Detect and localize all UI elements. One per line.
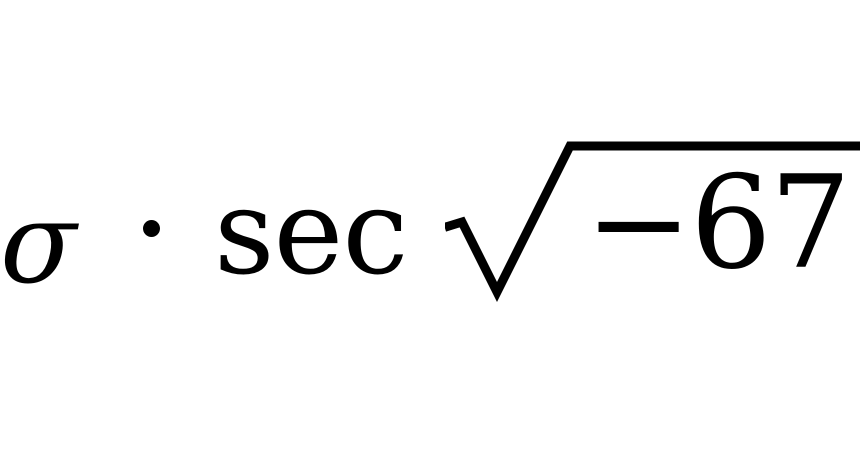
multiplication-dot-icon — [143, 220, 160, 237]
sigma-symbol: σ — [0, 179, 77, 309]
secant-function: sec — [214, 163, 408, 301]
radicand-value: −67 — [585, 149, 850, 298]
